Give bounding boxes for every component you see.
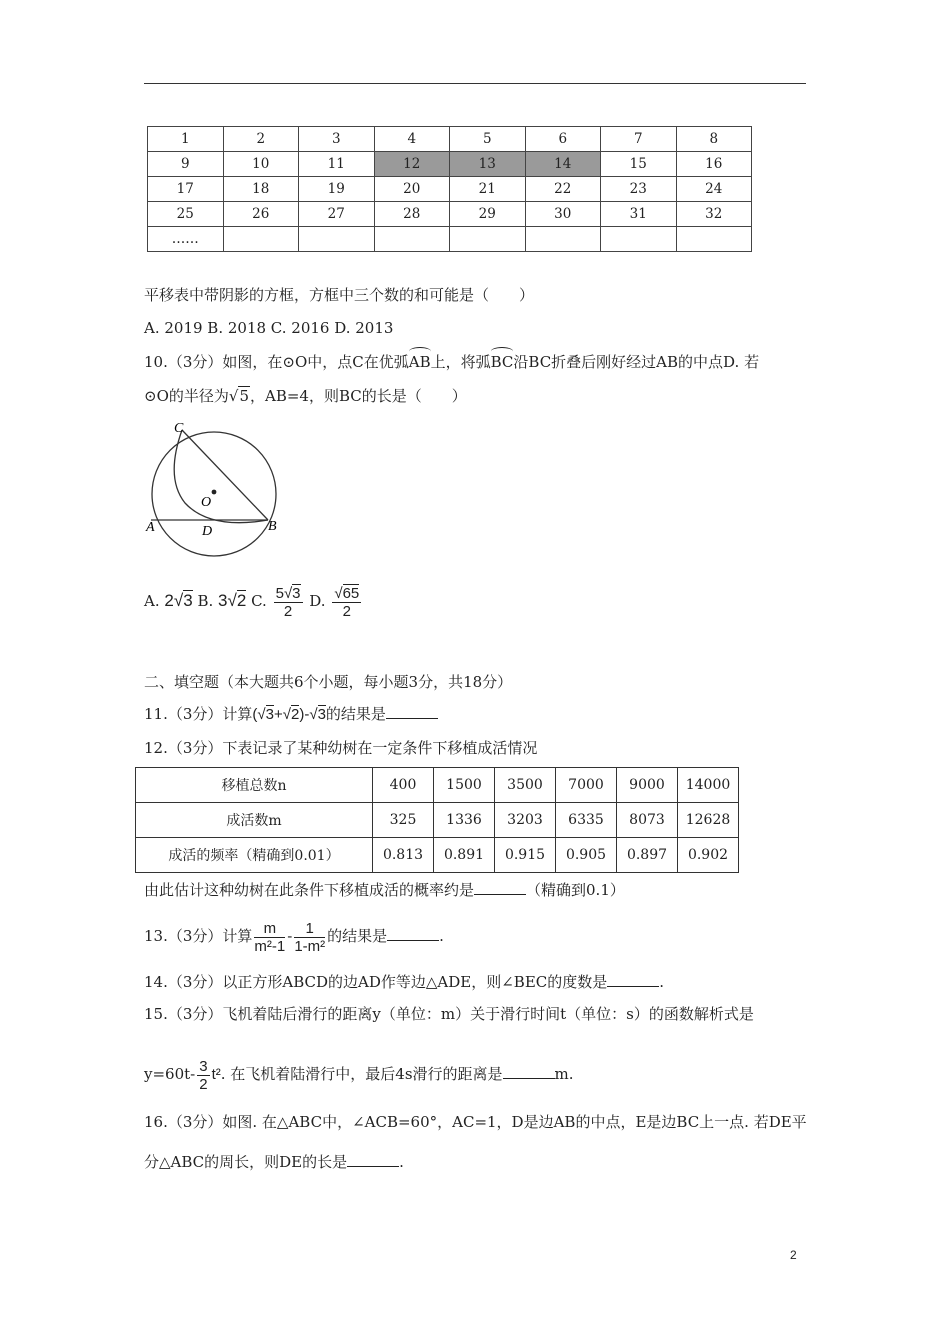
table-cell: 8073 [617,803,678,838]
table-cell: 0.905 [556,838,617,873]
table-row [136,768,739,803]
label-o: O [201,495,212,510]
q15-line1: 15.（3分）飞机着陆后滑行的距离y（单位：m）关于滑行时间t（单位：s）的函数解析式是 [144,1005,754,1023]
q12-after: 由此估计这种幼树在此条件下移植成活的概率约是 （精确到0.1） [144,881,625,899]
folded-arc [174,430,268,523]
q12-intro: 12.（3分）下表记录了某种幼树在一定条件下移植成活情况 [144,739,538,757]
center-dot [212,490,217,495]
grid-cell [450,227,526,252]
table-cell: 6335 [556,803,617,838]
arc-bc: BC [490,353,514,371]
label-a: A [146,520,155,535]
grid-cell: 16 [676,152,752,177]
grid-cell: 15 [601,152,677,177]
grid-cell: 3 [299,127,375,152]
table-cell: 7000 [556,768,617,803]
page-number: 2 [790,1248,797,1262]
grid-cell: 32 [676,202,752,227]
grid-cell: …… [148,227,224,252]
grid-cell: 25 [148,202,224,227]
grid-cell: 19 [299,177,375,202]
label-d: D [202,524,213,539]
grid-cell [601,227,677,252]
grid-cell: 18 [223,177,299,202]
q13: 13.（3分）计算 $\frac{m}{\text{m²-1}}$ - $\frac{1}{\text{1-m²}}$ 的结果是 . [144,919,444,955]
grid-row [148,177,752,202]
grid-cell [374,227,450,252]
grid-cell: 22 [525,177,601,202]
table-row [136,838,739,873]
grid-cell: 31 [601,202,677,227]
header-rule [144,83,806,84]
grid-cell [299,227,375,252]
grid-cell: 12 [374,152,450,177]
grid-cell: 7 [601,127,677,152]
grid-cell: 10 [223,152,299,177]
table-cell: 3500 [495,768,556,803]
q10-options: A. 2√3 B. 3√2 C. $\frac{5√3}{2}$ D. $\frac{√65}{2}$ [144,584,360,620]
q16-line1: 16.（3分）如图. 在△ABC中，∠ACB=60°，AC=1，D是边AB的中点，E是边BC上一点. 若DE平 [144,1113,807,1131]
grid-row [148,152,752,177]
q15-line2: y=60t- $\frac{3}{2}$ t². 在飞机着陆滑行中，最后4s滑行的距离是 m. [144,1057,574,1093]
grid-cell: 30 [525,202,601,227]
label-c: C [174,421,184,436]
grid-cell: 11 [299,152,375,177]
grid-cell [525,227,601,252]
grid-cell: 9 [148,152,224,177]
grid-cell: 2 [223,127,299,152]
table-cell: 0.915 [495,838,556,873]
grid-cell: 21 [450,177,526,202]
grid-cell: 27 [299,202,375,227]
table-row [136,803,739,838]
grid-cell: 23 [601,177,677,202]
table-cell: 1500 [434,768,495,803]
grid-cell: 20 [374,177,450,202]
table-cell: 0.897 [617,838,678,873]
chord-bc [182,430,268,520]
grid-row [148,227,752,252]
table-cell: 325 [373,803,434,838]
q10-line2: ⊙O的半径为√5，AB=4，则BC的长是（ ） [144,387,467,405]
q11: 11.（3分）计算(√3+√2)-√3的结果是 [144,704,438,725]
table-cell: 12628 [678,803,739,838]
table-cell: 0.902 [678,838,739,873]
row-header: 成活的频率（精确到0.01） [136,838,373,873]
grid-cell: 8 [676,127,752,152]
q14: 14.（3分）以正方形ABCD的边AD作等边△ADE，则∠BEC的度数是 . [144,973,665,991]
table-cell: 0.891 [434,838,495,873]
table-cell: 3203 [495,803,556,838]
grid-cell: 28 [374,202,450,227]
q16-line2: 分△ABC的周长，则DE的长是 . [144,1153,404,1171]
grid-cell: 5 [450,127,526,152]
q9-options: A. 2019 B. 2018 C. 2016 D. 2013 [144,319,394,337]
grid-cell: 26 [223,202,299,227]
table-cell: 1336 [434,803,495,838]
table-cell: 9000 [617,768,678,803]
label-b: B [268,519,277,534]
table-cell: 400 [373,768,434,803]
grid-row [148,127,752,152]
row-header: 成活数m [136,803,373,838]
number-grid [147,126,752,252]
section2-heading: 二、填空题（本大题共6个小题，每小题3分，共18分） [144,673,513,691]
table-cell: 14000 [678,768,739,803]
grid-cell: 4 [374,127,450,152]
grid-cell: 13 [450,152,526,177]
grid-cell: 29 [450,202,526,227]
grid-cell: 6 [525,127,601,152]
grid-cell: 17 [148,177,224,202]
grid-row [148,202,752,227]
row-header: 移植总数n [136,768,373,803]
grid-cell [223,227,299,252]
grid-cell [676,227,752,252]
q9-text: 平移表中带阴影的方框，方框中三个数的和可能是（ ） [144,286,535,304]
grid-cell: 24 [676,177,752,202]
q10-line1: 10.（3分）如图，在⊙O中，点C在优弧AB上，将弧BC沿BC折叠后刚好经过AB的中点D. 若 [144,353,760,371]
q10-figure [140,418,290,560]
table-cell: 0.813 [373,838,434,873]
transplant-table [135,767,739,873]
grid-cell: 14 [525,152,601,177]
arc-ab: AB [408,353,431,371]
grid-cell: 1 [148,127,224,152]
